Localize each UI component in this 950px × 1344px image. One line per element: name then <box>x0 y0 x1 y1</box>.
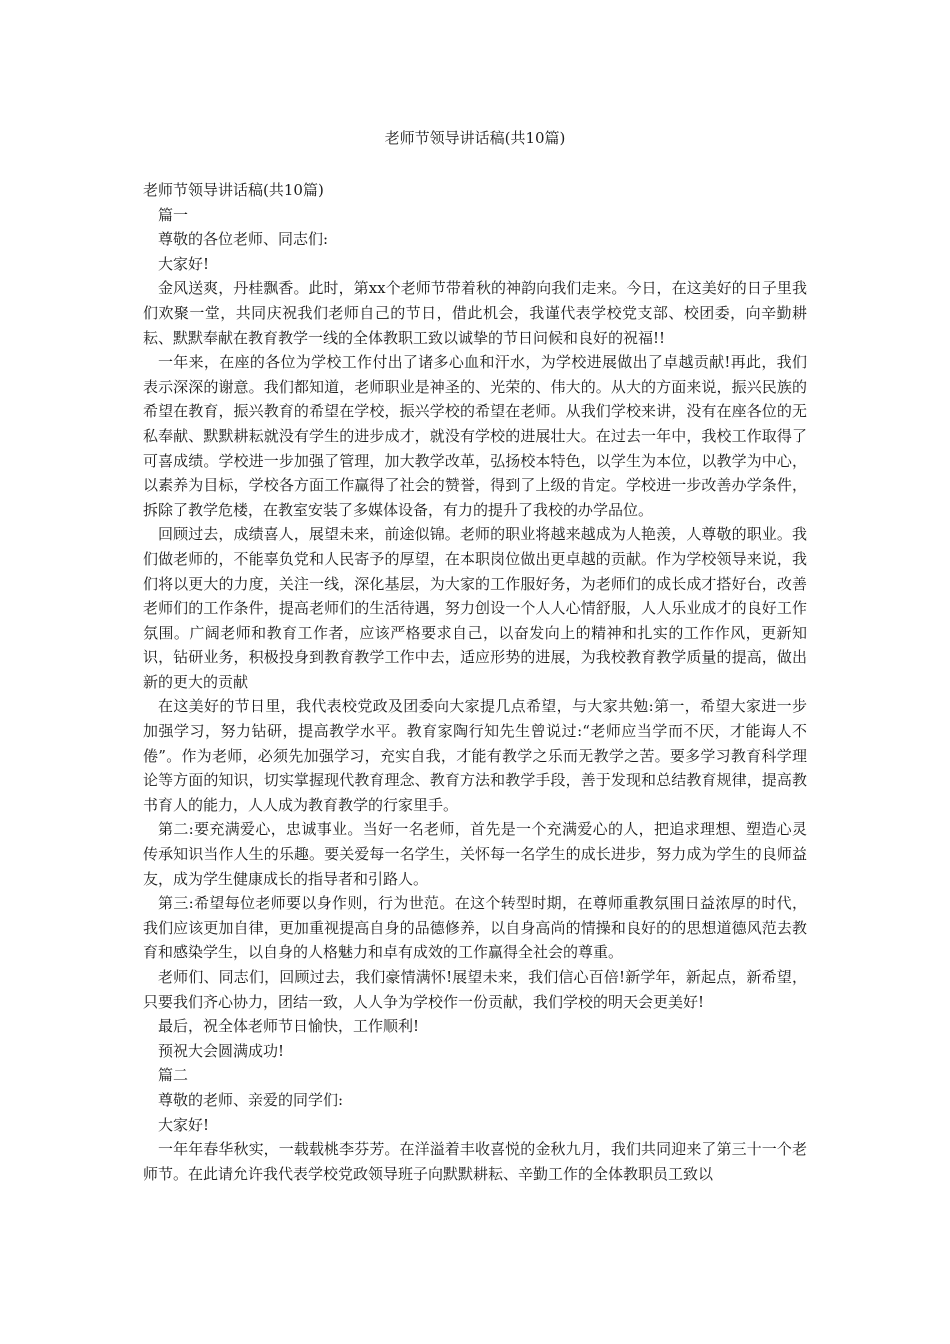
paragraph: 老师们、同志们，回顾过去，我们豪情满怀!展望未来，我们信心百倍!新学年，新起点，新希望，只要我们齐心协力，团结一致，人人争为学校作一份贡献，我们学校的明天会更美好! <box>143 968 807 1011</box>
salutation: 尊敬的各位老师、同志们: <box>158 230 329 249</box>
paragraph: 第三:希望每位老师要以身作则，行为世范。在这个转型时期，在尊师重教氛围日益浓厚的时代，我们应该更加自律，更加重视提高自身的品德修养，以自身高尚的情操和良好的的思想道德风范去教育和感染学生，以自身的人格魅力和卓有成效的工作赢得全社会的尊重。 <box>143 894 807 962</box>
paragraph: 预祝大会圆满成功! <box>158 1041 285 1060</box>
paragraph: 在这美好的节日里，我代表校党政及团委向大家提几点希望，与大家共勉:第一，希望大家进一步加强学习，努力钻研，提高教学水平。教育家陶行知先生曾说过:“老师应当学而不厌，才能诲人不倦”。作为老师，必须先加强学习，充实自我，才能有教学之乐而无教学之苦。要多学习教育科学理论等方面的知识，切实掌握现代教育理念、教育方法和教学手段，善于发现和总结教育规律，提高教书育人的能力，人人成为教育教学的行家里手。 <box>143 697 807 814</box>
doc-heading-line: 老师节领导讲话稿(共10篇) <box>143 181 324 199</box>
paragraph: 最后，祝全体老师节日愉快，工作顺利! <box>158 1017 420 1036</box>
greeting: 大家好! <box>158 1115 210 1134</box>
paragraph: 金风送爽，丹桂飘香。此时，第xx个老师节带着秋的神韵向我们走来。今日，在这美好的日子里我们欢聚一堂，共同庆祝我们老师自己的节日，借此机会，我谨代表学校党支部、校团委，向辛勤耕耘、默默奉献在教育教学一线的全体教职工致以诚挚的节日问候和良好的祝福!! <box>143 279 807 347</box>
document-body <box>143 178 807 1186</box>
greeting: 大家好! <box>158 254 210 273</box>
paragraph: 一年来，在座的各位为学校工作付出了诸多心血和汗水，为学校进展做出了卓越贡献!再此，我们表示深深的谢意。我们都知道，老师职业是神圣的、光荣的、伟大的。从大的方面来说，振兴民族的希望在教育，振兴教育的希望在学校，振兴学校的希望在老师。从我们学校来讲，没有在座各位的无私奉献、默默耕耘就没有学生的进步成才，就没有学校的进展壮大。在过去一年中，我校工作取得了可喜成绩。学校进一步加强了管理，加大教学改革，弘扬校本特色，以学生为本位，以教学为中心，以素养为目标，学校各方面工作赢得了社会的赞誉，得到了上级的肯定。学校进一步改善办学条件，拆除了教学危楼，在教室安装了多媒体设备，有力的提升了我校的办学品位。 <box>143 353 807 519</box>
salutation: 尊敬的老师、亲爱的同学们: <box>158 1090 344 1109</box>
document-title: 老师节领导讲话稿(共10篇) <box>384 129 566 147</box>
paragraph: 第二:要充满爱心，忠诚事业。当好一名老师，首先是一个充满爱心的人，把追求理想、塑造心灵传承知识当作人生的乐趣。要关爱每一名学生，关怀每一名学生的成长进步，努力成为学生的良师益友，成为学生健康成长的指导者和引路人。 <box>143 820 807 888</box>
section-label: 篇一 <box>158 205 189 224</box>
paragraph: 回顾过去，成绩喜人，展望未来，前途似锦。老师的职业将越来越成为人艳羡，人尊敬的职业。我们做老师的，不能辜负党和人民寄予的厚望，在本职岗位做出更卓越的贡献。作为学校领导来说，我们将以更大的力度，关注一线，深化基层，为大家的工作服好务，为老师们的成长成才搭好台，改善老师们的工作条件，提高老师们的生活待遇，努力创设一个人人心情舒服，人人乐业成才的良好工作氛围。广阔老师和教育工作者，应该严格要求自己，以奋发向上的精神和扎实的工作作风，更新知识，钻研业务，积极投身到教育教学工作中去，适应形势的进展，为我校教育教学质量的提高，做出新的更大的贡献 <box>143 525 807 691</box>
paragraph: 一年年春华秋实，一载载桃李芬芳。在洋溢着丰收喜悦的金秋九月，我们共同迎来了第三十一个老师节。在此请允许我代表学校党政领导班子向默默耕耘、辛勤工作的全体教职员工致以 <box>143 1140 807 1183</box>
section-label: 篇二 <box>158 1066 189 1085</box>
